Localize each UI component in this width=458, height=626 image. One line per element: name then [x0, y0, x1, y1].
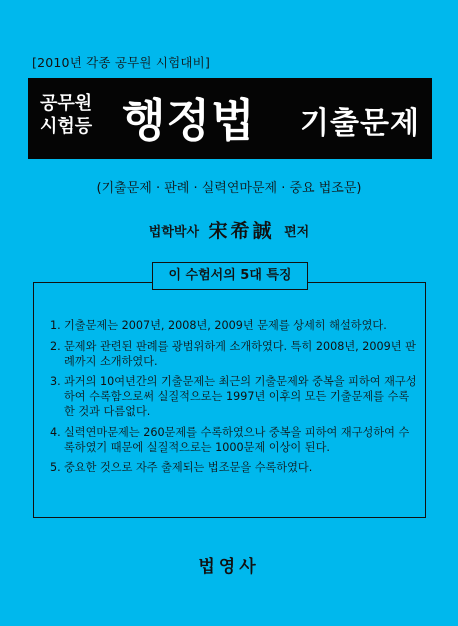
book-title: 행정법: [122, 94, 256, 147]
author-line: [0, 216, 458, 243]
list-item-number: 5.: [50, 461, 61, 474]
author-name: 宋希誠: [208, 220, 275, 242]
list-item-text: 기출문제는 2007년, 2008년, 2009년 문제를 상세히 해설하였다.: [64, 319, 387, 332]
author-role: 편저: [284, 225, 310, 240]
book-title-sub: 기출문제: [300, 106, 420, 141]
list-item-number: 4.: [50, 425, 61, 439]
list-item: [50, 425, 418, 455]
title-prefix-line1: 공무원: [40, 93, 93, 114]
list-item-text: 실력연마문제는 260문제를 수록하였으나 중복을 피하여 재구성하여 수록하였기 때문에 실질적으로는 1000문제 이상이 된다.: [64, 425, 410, 454]
list-item-number: 1.: [50, 319, 61, 332]
list-item: [50, 460, 418, 475]
list-item-text: 과거의 10여년간의 기출문제는 최근의 기출문제와 중복을 피하여 재구성하여 수록함으로써 실질적으로는 1997년 이후의 모든 기출문제를 수록한 것과 다름없다.: [64, 375, 417, 418]
title-band: [28, 78, 432, 159]
list-item-text: 문제와 관련된 판례를 광범위하게 소개하였다. 특히 2008년, 2009년 판례까지 소개하였다.: [64, 339, 416, 368]
title-prefix: [40, 92, 92, 138]
publisher-name: 법영사: [198, 557, 260, 577]
features-heading: 이 수험서의 5대 특징: [152, 262, 308, 290]
list-item: [50, 374, 418, 419]
list-item: [50, 339, 418, 369]
features-list: [50, 318, 418, 481]
author-credential: 법학박사: [148, 225, 200, 240]
list-item-number: 3.: [50, 375, 61, 388]
title-prefix-line2: 시험등: [40, 116, 93, 137]
edition-label: [2010년 각종 공무원 시험대비]: [32, 55, 211, 70]
list-item: [50, 318, 418, 333]
list-item-number: 2.: [50, 339, 61, 353]
subtitle: (기출문제 · 판례 · 실력연마문제 · 중요 법조문): [96, 181, 362, 196]
list-item-text: 중요한 것으로 자주 출제되는 법조문을 수록하였다.: [64, 461, 313, 474]
